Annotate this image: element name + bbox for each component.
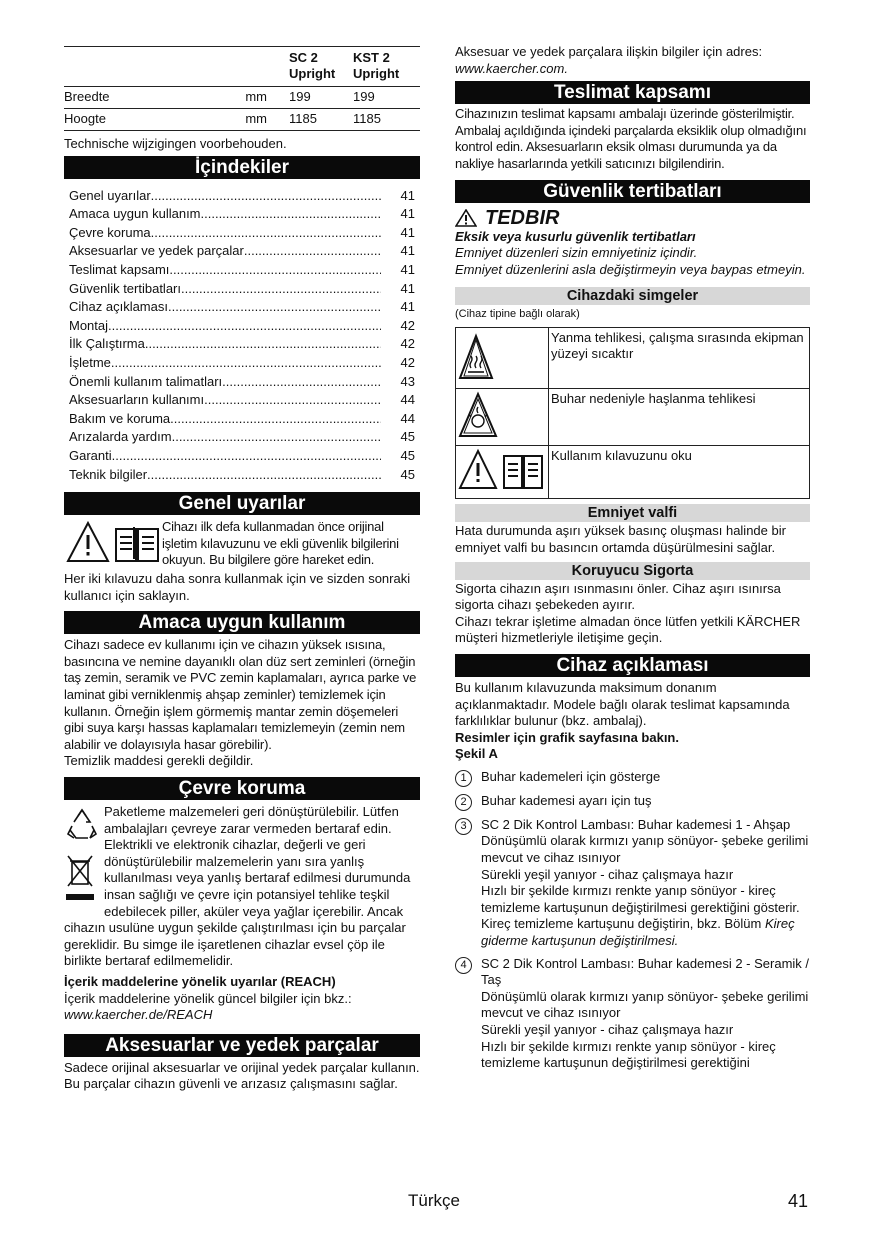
genel-title: Genel uyarılar [64, 492, 420, 515]
valf-text: Hata durumunda aşırı yüksek basınç oluşması halinde bir emniyet valfi bu basıncın ortamda düşürülmesini sağlar. [455, 523, 786, 555]
toc-leader [145, 335, 381, 354]
symbol-table [455, 327, 810, 499]
toc-item[interactable] [69, 298, 415, 317]
cevre-section [64, 804, 420, 1024]
item-line: SC 2 Dik Kontrol Lambası: Buhar kademesi 2 - Seramik / Taş [481, 955, 810, 988]
amaca-text-2: Temizlik maddesi gerekli değildir. [64, 753, 254, 769]
toc-item-title: Cihaz açıklaması [69, 299, 168, 315]
item-number-badge: 4 [455, 957, 472, 974]
footer-page-number: 41 [788, 1191, 809, 1211]
spec-col-kst2: KST 2 Upright [353, 47, 420, 87]
spec-col-sc2: SC 2 Upright [289, 47, 353, 87]
genel-section [64, 519, 420, 604]
item-number-badge: 2 [455, 794, 472, 811]
simgeler-title: Cihazdaki simgeler [455, 287, 810, 305]
item-body [481, 817, 810, 950]
tedbir-heading [455, 207, 810, 229]
toc-item[interactable] [69, 242, 415, 261]
spec-note: Technische wijzigingen voorbehouden. [64, 136, 287, 151]
toc-item-title: Aksesuarlar ve yedek parçalar [69, 243, 244, 259]
toc-item-title: Amaca uygun kullanım [69, 206, 201, 222]
list-item [455, 817, 810, 950]
list-item [455, 769, 810, 787]
aksesuar-url[interactable]: www.kaercher.com. [455, 60, 568, 76]
tedbir-label: TEDBIR [485, 206, 560, 229]
read-manual-icon [458, 448, 546, 492]
reach-text: İçerik maddelerine yönelik güncel bilgiler için bkz.: [64, 990, 352, 1006]
toc-item-page: 41 [400, 224, 415, 240]
amaca-title: Amaca uygun kullanım [64, 611, 420, 634]
toc-item[interactable] [69, 391, 415, 410]
guvenlik-bold: Eksik veya kusurlu güvenlik tertibatları [455, 228, 696, 244]
symbol-text-1: Yanma tehlikesi, çalışma sırasında ekipman yüzeyi sıcaktır [549, 328, 810, 389]
simgeler-note: (Cihaz tipine bağlı olarak) [455, 308, 580, 321]
table-row: Hoogte mm 1185 1185 [64, 109, 420, 131]
cevre-title: Çevre koruma [64, 777, 420, 800]
footer-language: Türkçe [408, 1191, 460, 1210]
toc-item-title: İlk Çalıştırma [69, 336, 145, 352]
cevre-text-1: Paketleme malzemeleri geri dönüştürülebilir. Lütfen ambalajları çevreye zarar vermeden bertaraf edin. [104, 804, 399, 836]
toc-item-title: Bakım ve koruma [69, 410, 171, 426]
item-line: Dönüşümlü olarak kırmızı yanıp sönüyor- şebeke gerilimi mevcut ve cihaz ısınıyor [481, 988, 809, 1021]
warning-triangle-icon [64, 519, 162, 567]
cihaz-bold-1: Resimler için grafik sayfasına bakın. [455, 729, 679, 745]
toc-item[interactable] [69, 373, 415, 392]
toc-leader [204, 391, 381, 410]
manual-book-icon [116, 527, 158, 561]
toc-item-page: 41 [400, 299, 415, 315]
table-of-contents [64, 187, 420, 485]
table-row [456, 389, 810, 446]
teslimat-text: Cihazınızın teslimat kapsamı ambalajı üzerinde gösterilmiştir. Ambalaj açıldığında içindeki parçalarda eksiklik olup olmadığını kontrol edin. Aksesuarların eksik olması durumunda ya da nakliye hasarlarında yetkili satıcınızı bilgilendirin. [455, 106, 807, 171]
genel-text-2: Her iki kılavuzu daha sonra kullanmak için ve sizden sonraki kullanıcı için saklayın. [64, 571, 411, 603]
toc-item[interactable] [69, 447, 415, 466]
toc-item[interactable] [69, 187, 415, 206]
toc-leader [151, 224, 381, 243]
item-line: Hızlı bir şekilde kırmızı renkte yanıp sönüyor - kireç temizleme kartuşunun değiştirilmesi gerektiğini [481, 1038, 776, 1071]
toc-leader [201, 205, 381, 224]
toc-item-page: 44 [400, 410, 415, 426]
toc-leader [170, 410, 381, 429]
recycle-icon [64, 804, 104, 852]
item-line: SC 2 Dik Kontrol Lambası: Buhar kademesi 1 - Ahşap [481, 816, 791, 832]
guvenlik-line-1: Emniyet düzenleri sizin emniyetiniz içindir. [455, 245, 698, 261]
toc-item[interactable] [69, 354, 415, 373]
toc-leader [147, 466, 381, 485]
left-column [64, 46, 420, 1093]
toc-leader [168, 298, 381, 317]
table-row [456, 446, 810, 499]
toc-item-title: Aksesuarların kullanımı [69, 392, 205, 408]
toc-item-title: İşletme [69, 354, 111, 370]
guvenlik-title: Güvenlik tertibatları [455, 180, 810, 203]
toc-item-title: Önemli kullanım talimatları [69, 373, 223, 389]
aksesuar-text-2: Aksesuar ve yedek parçalara ilişkin bilgiler için adres: [455, 44, 763, 59]
item-body [481, 793, 652, 811]
teslimat-title: Teslimat kapsamı [455, 81, 810, 104]
reach-title: İçerik maddelerine yönelik uyarılar (REACH) [64, 973, 336, 989]
toc-item-page: 41 [400, 280, 415, 296]
toc-item-title: Montaj [69, 317, 109, 333]
symbol-text-3: Kullanım kılavuzunu oku [549, 446, 810, 499]
item-line: Sürekli yeşil yanıyor - cihaz çalışmaya hazır [481, 866, 734, 882]
toc-item-page: 44 [400, 392, 415, 408]
item-line: Sürekli yeşil yanıyor - cihaz çalışmaya hazır [481, 1022, 734, 1037]
toc-item-page: 41 [400, 187, 415, 203]
cevre-text-2: Elektrikli ve elektronik cihazlar, değerli ve geri dönüştürülebilir malzemelerin yanı sıra yanlış kullanılması veya yanlış bertaraf edilmesi durumunda insan sağlığı ve çevre için potansiyel tehlike teşkil edebilecek piller, aküler veya yağlar içerebilir. Ancak cihazın usulüne uygun şekilde çalıştırılması için bu parçalar gereklidir. Bu simge ile işaretlenen cihazlar evsel çöp ile birlikte bertaraf edilmemelidir. [64, 837, 411, 969]
toc-item[interactable] [69, 261, 415, 280]
item-line: Buhar kademeleri için gösterge [481, 768, 661, 784]
toc-leader [169, 261, 381, 280]
toc-leader [151, 187, 381, 206]
aksesuar-text-1: Sadece orijinal aksesuarlar ve orijinal yedek parçalar kullanın. Bu parçalar cihazın güvenli ve arızasız çalışmasını sağlar. [64, 1059, 420, 1092]
spec-table [64, 46, 420, 131]
cihaz-text: Bu kullanım kılavuzunda maksimum donanım açıklanmaktadır. Modele bağlı olarak teslimat kapsamında farklılıklar bulunur (bkz. ambalaj). [455, 679, 790, 729]
item-number-badge: 3 [455, 818, 472, 835]
toc-item-title: Arızalarda yardım [69, 429, 172, 445]
toc-item-page: 42 [400, 336, 415, 352]
toc-leader [222, 373, 381, 392]
toc-item-page: 42 [400, 317, 415, 333]
weee-bin-icon [64, 852, 104, 916]
cihaz-bold-2: Şekil A [455, 746, 498, 762]
genel-text-1: Cihazı ilk defa kullanmadan önce orijinal işletim kılavuzunu ve ekli güvenlik bilgilerini okuyun. Bu bilgilere göre hareket edin. [162, 519, 399, 568]
amaca-text-1: Cihazı sadece ev kullanımı için ve cihazın yüksek ısısına, basıncına ve nemine dayanıklı olan düz sert zeminleri (örneğin taş zemin, seramik ve PVC zemin kaplamaları, ayrıca parke ve laminat gibi verniklenmiş ahşap zeminler) temizlemek için kullanın. Örneğin işlem görmemiş mantar zemin döşemeleri gibi suya karşı hassas kaplamaları temizlemeyin (zemin nem alabilir ve dolayısıyla hasar görebilir). [64, 637, 417, 752]
toc-item-page: 41 [400, 206, 415, 222]
list-item [455, 793, 810, 811]
right-column [455, 44, 810, 1072]
toc-leader [172, 428, 381, 447]
table-row [456, 328, 810, 389]
guvenlik-line-2: Emniyet düzenlerini asla değiştirmeyin veya baypas etmeyin. [455, 261, 806, 277]
toc-title: İçindekiler [64, 156, 420, 179]
toc-leader [244, 242, 381, 261]
sigorta-text-1: Sigorta cihazın aşırı ısınmasını önler. Cihaz aşırı ısınırsa sigorta cihazı şebekeden ayırır. [455, 580, 781, 613]
symbol-text-2: Buhar nedeniyle haşlanma tehlikesi [549, 389, 810, 446]
toc-item[interactable] [69, 280, 415, 299]
toc-item-title: Çevre koruma [69, 224, 151, 240]
aksesuar-title: Aksesuarlar ve yedek parçalar [64, 1034, 420, 1057]
toc-item[interactable] [69, 428, 415, 447]
item-line: Buhar kademesi ayarı için tuş [481, 792, 652, 808]
component-list [455, 769, 810, 1072]
toc-item-page: 43 [400, 373, 415, 389]
toc-item-page: 45 [400, 466, 415, 482]
toc-item-page: 41 [400, 243, 415, 259]
list-item [455, 956, 810, 1072]
toc-item[interactable] [69, 205, 415, 224]
toc-leader [112, 447, 381, 466]
toc-item-title: Teslimat kapsamı [69, 261, 170, 277]
hot-surface-icon [458, 330, 546, 382]
cihaz-title: Cihaz açıklaması [455, 654, 810, 677]
sigorta-title: Koruyucu Sigorta [455, 562, 810, 580]
toc-leader [111, 354, 381, 373]
toc-item-page: 45 [400, 447, 415, 463]
item-reference: Kireç giderme kartuşunun değiştirilmesi. [481, 916, 795, 949]
steam-hazard-icon [458, 391, 546, 439]
toc-item-page: 45 [400, 429, 415, 445]
toc-item[interactable] [69, 335, 415, 354]
valf-title: Emniyet valfi [455, 504, 810, 522]
item-line: Hızlı bir şekilde kırmızı renkte yanıp sönüyor - kireç temizleme kartuşunun değiştirilmesi gerektiğini gösterir. Kireç temizleme kartuşunu değiştirin, bkz. Bölüm Kireç giderme kartuşunun değiştirilmesi. [481, 883, 800, 949]
table-row: Breedte mm 199 199 [64, 87, 420, 109]
toc-item-title: Genel uyarılar [69, 187, 151, 203]
toc-item-title: Garanti [69, 447, 112, 463]
item-body [481, 956, 810, 1072]
toc-item[interactable] [69, 466, 415, 485]
toc-item-title: Teknik bilgiler [69, 466, 148, 482]
toc-item-title: Güvenlik tertibatları [69, 280, 181, 296]
toc-leader [108, 317, 381, 336]
caution-icon [455, 209, 477, 227]
warning-manual-icons [64, 519, 162, 571]
toc-item-page: 42 [400, 354, 415, 370]
toc-item[interactable] [69, 410, 415, 429]
reach-url[interactable]: www.kaercher.de/REACH [64, 1007, 213, 1023]
toc-item-page: 41 [400, 261, 415, 277]
toc-item[interactable] [69, 224, 415, 243]
toc-item[interactable] [69, 317, 415, 336]
item-body [481, 769, 660, 787]
sigorta-text-2: Cihazı tekrar işletime almadan önce lütfen yetkili KÄRCHER müşteri hizmetleriyle iletişime geçin. [455, 613, 801, 646]
item-number-badge: 1 [455, 770, 472, 787]
toc-leader [181, 280, 381, 299]
item-line: Dönüşümlü olarak kırmızı yanıp sönüyor- şebeke gerilimi mevcut ve cihaz ısınıyor [481, 833, 809, 866]
